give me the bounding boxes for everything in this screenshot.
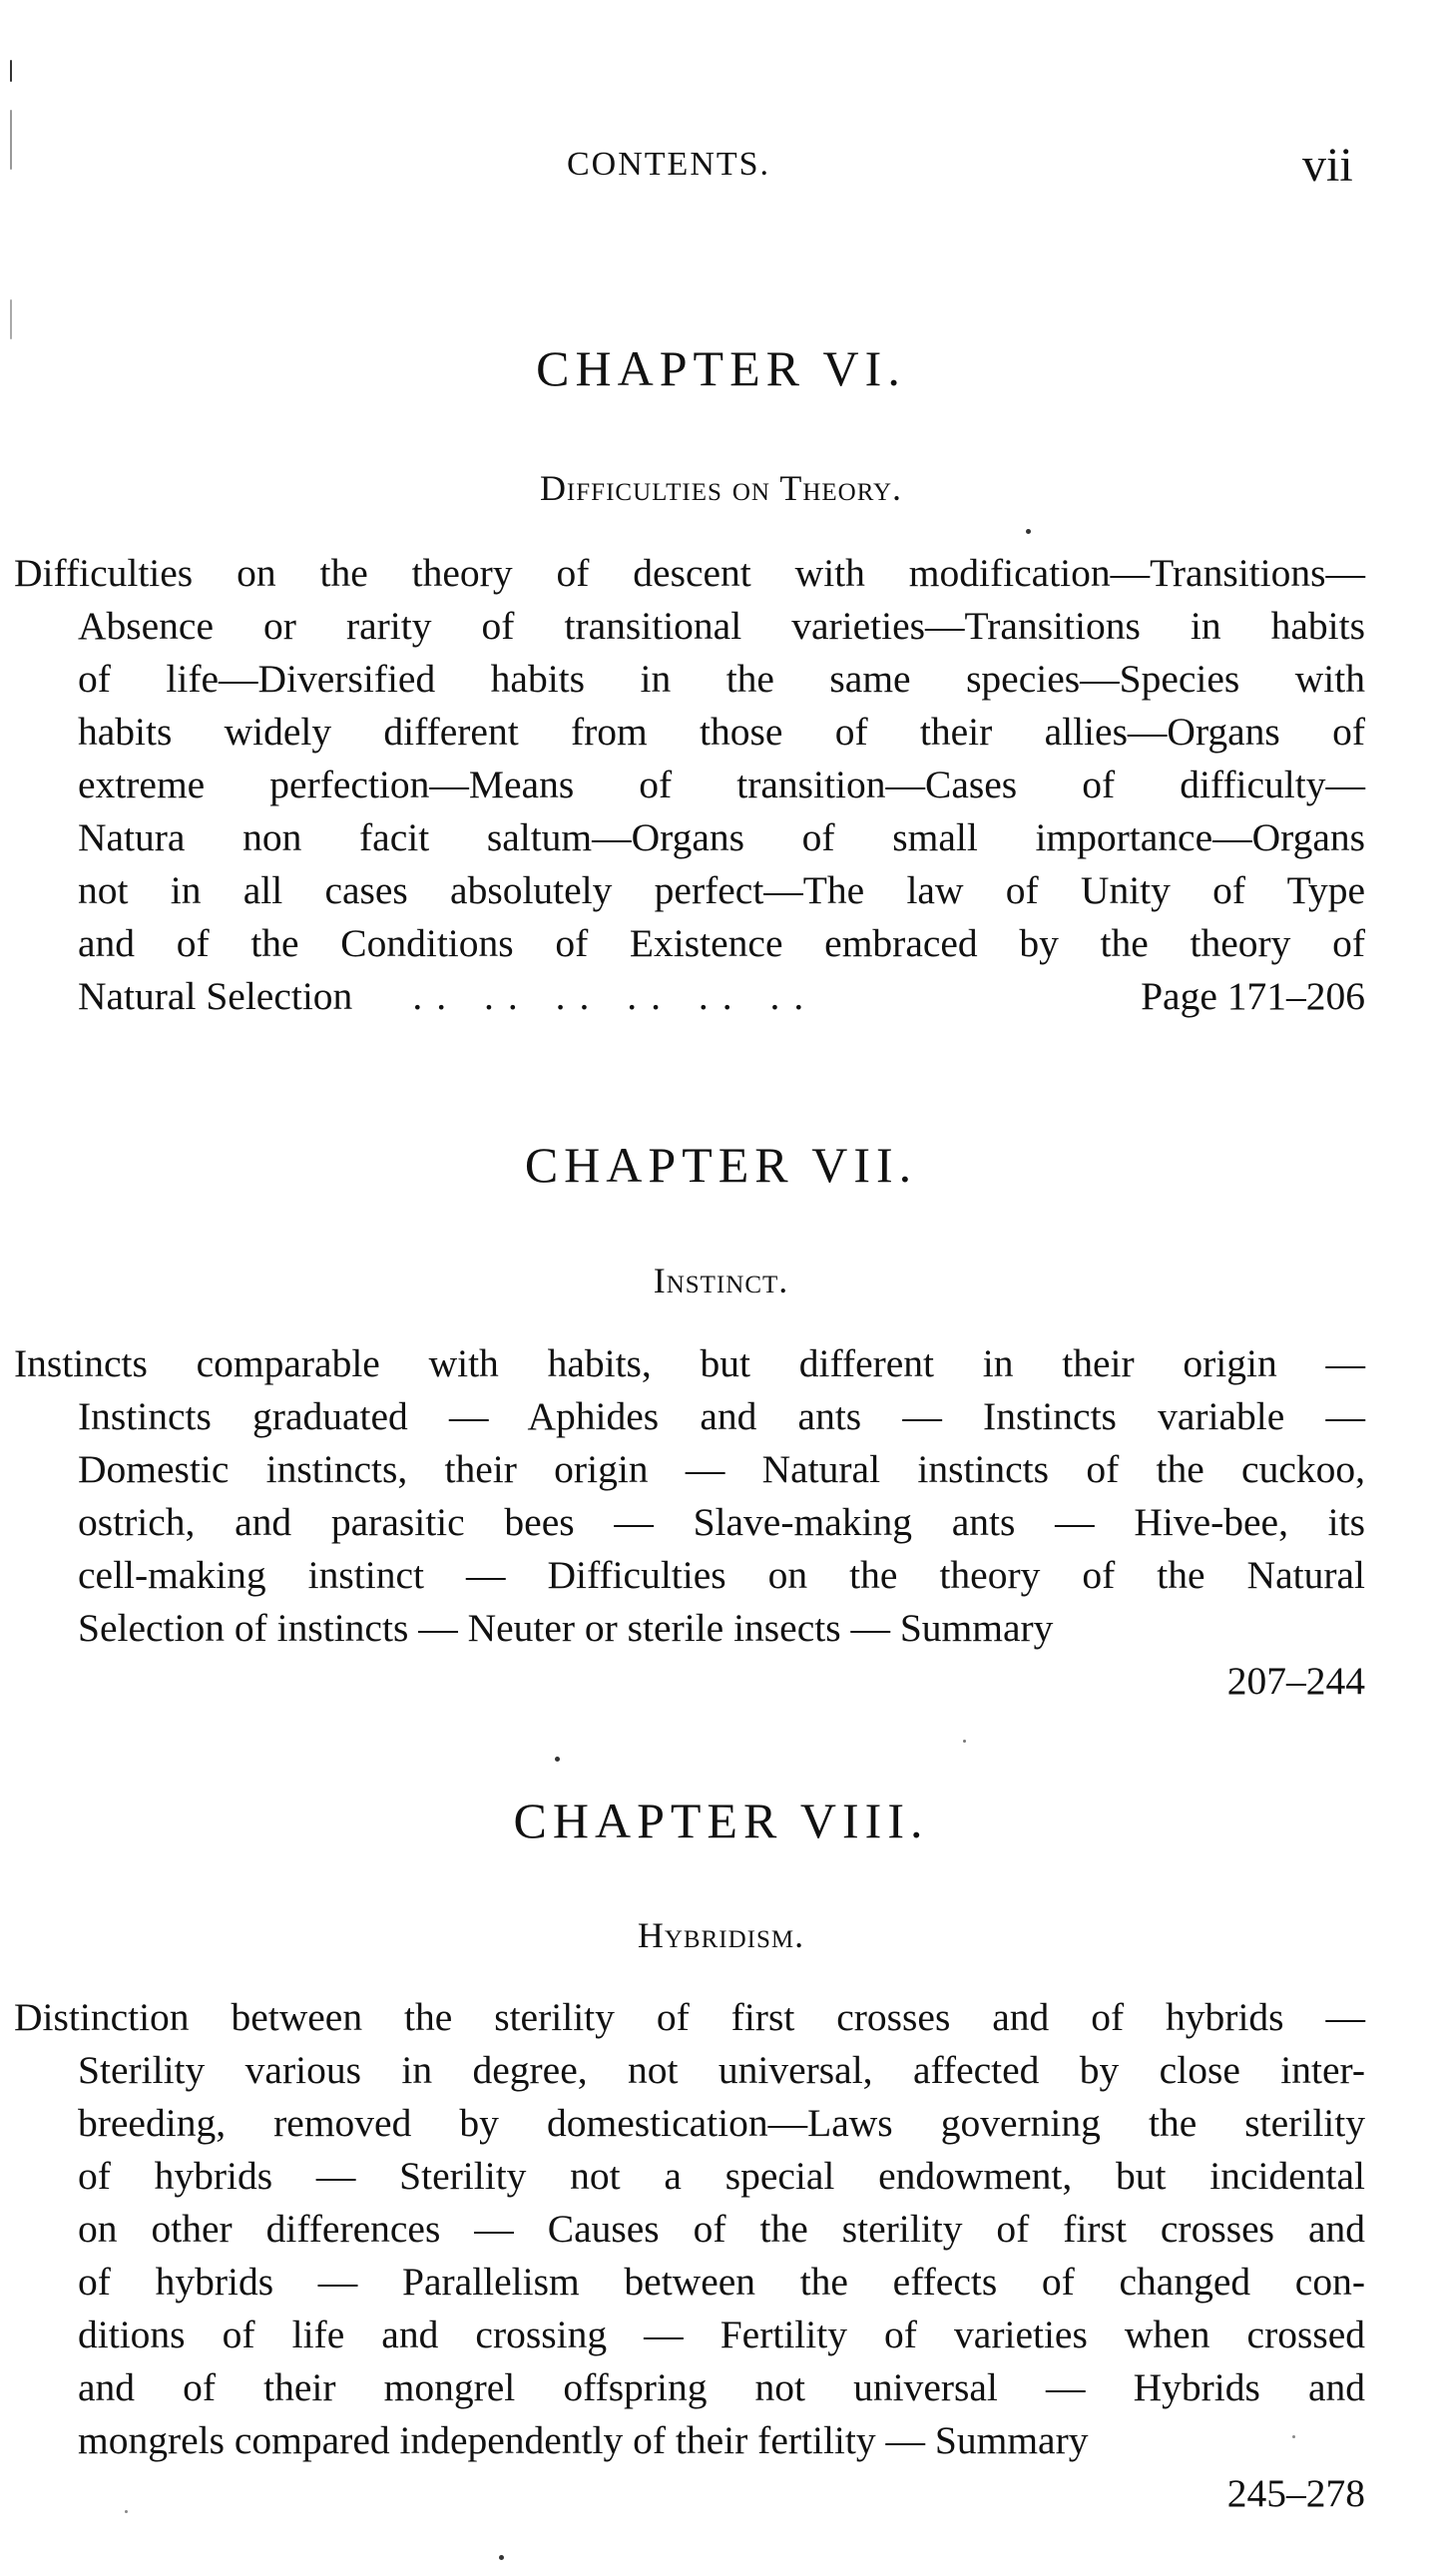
running-title: CONTENTS. <box>567 146 771 183</box>
leader-dots: .. .. .. .. .. .. <box>412 974 818 1018</box>
scan-artifact <box>499 2555 504 2560</box>
scan-artifact <box>10 60 12 82</box>
synopsis-line: extreme perfection—Means of transition—Cases of difficulty— <box>78 763 1365 806</box>
synopsis-line: of life—Diversified habits in the same species—Species with <box>78 657 1365 701</box>
synopsis-line: Natura non facit saltum—Organs of small importance—Organs <box>78 815 1365 859</box>
page-range: Page 171–206 <box>1141 974 1365 1018</box>
scan-artifact <box>10 299 12 339</box>
synopsis-line: cell-making instinct — Difficulties on the theory of the Natural <box>78 1553 1365 1597</box>
scan-artifact <box>963 1740 966 1743</box>
chapter-synopsis <box>14 1337 1365 1708</box>
synopsis-line: not in all cases absolutely perfect—The law of Unity of Type <box>78 868 1365 912</box>
chapter-heading: CHAPTER VI. <box>536 340 906 396</box>
chapter-heading: CHAPTER VII. <box>524 1137 918 1193</box>
chapter-synopsis <box>14 1991 1365 2520</box>
synopsis-line: habits widely different from those of their allies—Organs of <box>78 710 1365 754</box>
synopsis-line: of hybrids — Sterility not a special endowment, but incidental <box>78 2154 1365 2198</box>
synopsis-line: Difficulties on the theory of descent with modification—Transitions— <box>14 551 1365 595</box>
synopsis-line: Selection of instincts — Neuter or sterile insects — Summary <box>78 1606 1054 1650</box>
chapter-subtitle: Hybridism. <box>637 1915 805 1955</box>
synopsis-line: mongrels compared independently of their fertility — Summary <box>78 2418 1089 2462</box>
running-head <box>0 138 1442 198</box>
scan-artifact <box>10 110 12 170</box>
page-number: vii <box>1302 139 1353 192</box>
synopsis-line: and of their mongrel offspring not universal — Hybrids and <box>78 2365 1365 2409</box>
scan-artifact <box>555 1757 560 1762</box>
synopsis-line: Domestic instincts, their origin — Natural instincts of the cuckoo, <box>78 1447 1365 1491</box>
synopsis-line: on other differences — Causes of the sterility of first crosses and <box>78 2207 1365 2251</box>
synopsis-line: Distinction between the sterility of first crosses and of hybrids — <box>14 1995 1365 2039</box>
synopsis-line: of hybrids — Parallelism between the effects of changed con- <box>78 2260 1365 2304</box>
synopsis-line: Sterility various in degree, not universal, affected by close inter- <box>78 2048 1365 2092</box>
synopsis-line: and of the Conditions of Existence embraced by the theory of <box>78 921 1365 965</box>
synopsis-line: ditions of life and crossing — Fertility of varieties when crossed <box>78 2313 1365 2356</box>
scan-artifact <box>125 2510 128 2513</box>
chapter-subtitle: Difficulties on Theory. <box>539 468 903 508</box>
synopsis-line: breeding, removed by domestication—Laws governing the sterility <box>78 2101 1365 2145</box>
scan-artifact <box>1292 2435 1295 2438</box>
scan-artifact <box>1026 529 1031 534</box>
synopsis-line: Instincts comparable with habits, but different in their origin — <box>14 1341 1365 1385</box>
page-range: 245–278 <box>1226 2471 1365 2515</box>
chapter-heading: CHAPTER VIII. <box>513 1793 929 1848</box>
synopsis-final-line <box>78 970 1365 1023</box>
synopsis-line: ostrich, and parasitic bees — Slave-making ants — Hive-bee, its <box>78 1500 1365 1544</box>
synopsis-line: Natural Selection <box>78 974 353 1018</box>
chapter-subtitle: Instinct. <box>653 1261 789 1300</box>
chapter-synopsis <box>14 547 1365 1023</box>
synopsis-line: Instincts graduated — Aphides and ants — Instincts variable — <box>78 1394 1365 1438</box>
page-range: 207–244 <box>1226 1659 1365 1703</box>
synopsis-line: Absence or rarity of transitional varieties—Transitions in habits <box>78 604 1365 648</box>
